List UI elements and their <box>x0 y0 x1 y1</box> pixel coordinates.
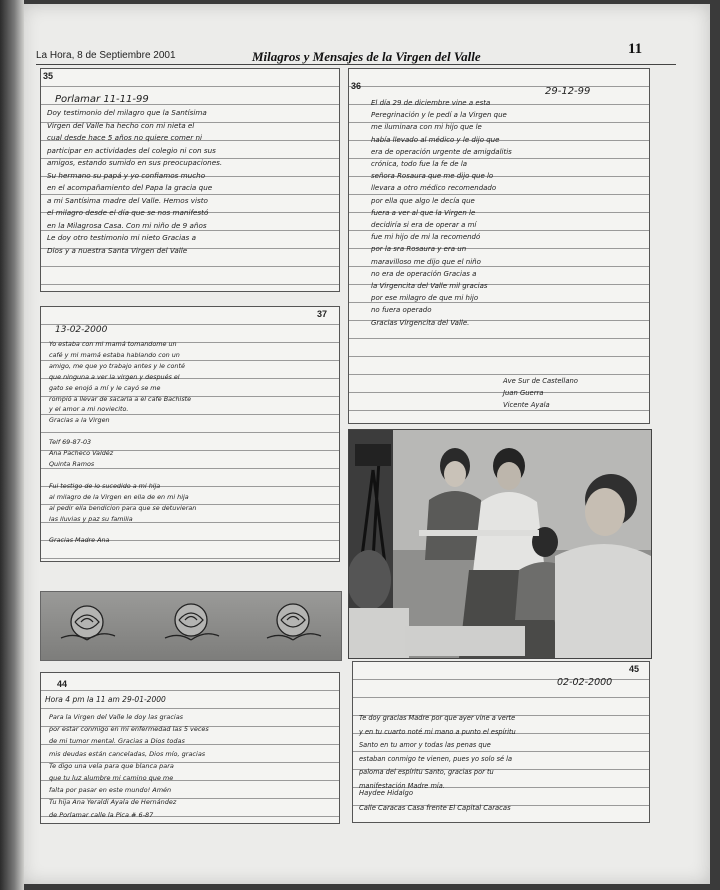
letter-number: 44 <box>57 679 68 689</box>
letter-date: 29-12-99 <box>545 86 591 97</box>
section-title: Milagros y Mensajes de la Virgen del Valle <box>252 49 481 64</box>
letter-date: 13-02-2000 <box>55 325 108 335</box>
letter-date: Hora 4 pm la 11 am 29-01-2000 <box>45 695 166 704</box>
letter-number: 36 <box>351 81 362 91</box>
letter-44 <box>40 672 340 824</box>
letter-text: Doy testimonio del milagro que la Santísima Virgen del Valle ha hecho con mi nieta el cual desde hace 5 años no quiere comer ni participar en actividades del colegio ni con sus amigos, estando sumido en sus preocupaciones. Su hermano su papá y yo confiamos mucho en el acompañamiento del Papa la gracia que a mi Santísima madre del Valle. Hemos visto el milagro desde el día que se nos manifestó en la Milagrosa Casa. Con mi niño de 9 años Le doy otro testimonio mi nieto Gracias a Dios y a nuestra Santa Virgen del Valle <box>47 108 223 255</box>
letter-35 <box>40 68 340 292</box>
letter-signature: Haydee Hidalgo Calle Caracas Casa frente El Capital Caracas <box>359 789 511 812</box>
letter-37 <box>40 306 340 562</box>
header-rule <box>36 64 676 65</box>
rose-icon <box>267 604 321 640</box>
letter-date: 02-02-2000 <box>557 677 613 688</box>
letter-number: 45 <box>629 664 640 674</box>
letter-45 <box>352 661 650 823</box>
rose-icon <box>61 606 115 640</box>
letter-36 <box>348 68 650 424</box>
newspaper-dateline: La Hora, 8 de Septiembre 2001 <box>36 50 176 61</box>
rose-ornament <box>40 591 342 661</box>
letter-number: 37 <box>317 309 328 319</box>
photograph-people-seated <box>348 429 652 659</box>
rose-icon <box>165 604 219 640</box>
letter-text: Para la Virgen del Valle le doy las gracias por estar conmigo en mi enfermedad las 5 veces de mi tumor mental. Gracias a Dios todas mis deudas están canceladas, Dios mío, gracias Te digo una vela para que blanca para que tu luz alumbre mi camino que me falta por pasar en este mundo! Amén Tu hija Ana Yeraldi Ayala de Hernández de Porlamar calle la Pica # 6-87 <box>49 713 209 819</box>
letter-text: Te doy gracias Madre por que ayer vine a verte y en tu cuarto noté mi mano a punto el espíritu Santo en tu amor y todas las penas que estaban conmigo te vienen, pues yo solo sé la paloma del espíritu Santo, gracias por tu manifestación Madre mía. <box>359 714 516 790</box>
letter-date: Porlamar 11-11-99 <box>55 94 149 105</box>
letter-signature: Ave Sur de Castellano Juan Guerra Vicente Ayala <box>503 377 578 409</box>
page-number: 11 <box>628 41 643 57</box>
letter-text: El día 29 de diciembre vine a esta Peregrinación y le pedí a la Virgen que me iluminara con mi hijo que le había llevado al médico y le dijo que era de operación urgente de amigdalitis crónica, todo fue la fe de la señora Rosaura que me dijo que lo llevara a otro médico recomendado por ella que algo le decía que fuera a ver al que la Virgen le decidiría si era de operar a mí fue mi hijo de mi la recomendó por la sra Rosaura y era un maravilloso me dijo que el niño no era de operación Gracias a la Virgencita del Valle mil gracias por ese milagro de que mi hijo no fuera operado Gracias Virgencita del Valle. <box>371 99 512 327</box>
letter-number: 35 <box>43 71 54 81</box>
newspaper-page <box>22 4 710 884</box>
letter-text: Yo estaba con mi mamá tomandome un café y mi mamá estaba hablando con un amigo, me que yo trabajo antes y le conté que ninguna a ver la virgen y después el gato se enojó a mí y le cayó se me rompió a llevar de sacarla a el cafe Bachiste y el amor a mi noviecito. Gracias a la Virgen Telf 69-87-03 Ana Pacheco Valdéz Quinta Ramos Fui testigo de lo sucedido a mi hija al milagro de la Virgen en ella de en mi hija al pedir ella bendicion para que se detuvieran las lluvias y paz su familia Gracias Madre Ana <box>49 340 197 545</box>
